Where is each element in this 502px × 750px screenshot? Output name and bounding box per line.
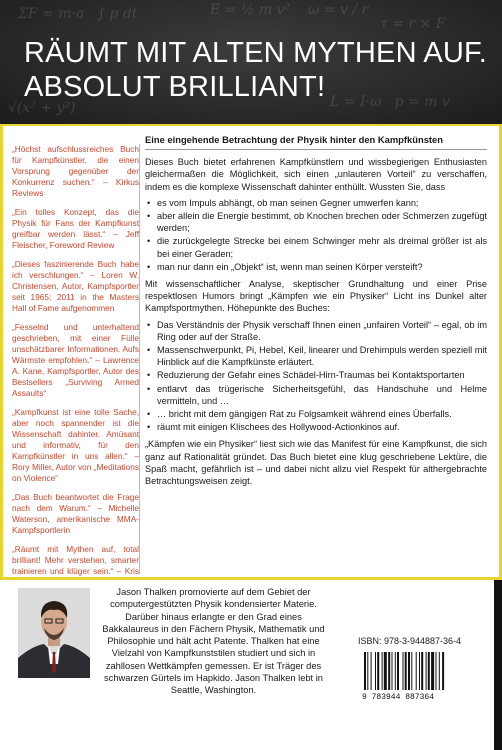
author-photo: [18, 588, 90, 678]
blurb-closing: „Kämpfen wie ein Physiker“ liest sich wie das Manifest für eine Kampfkunst, die sich ganz auf Rationalität gründet. Das Buch bietet eine klug geschriebene Lektüre, die Spaß macht, gefährlich ist – und dabei nicht allzu viel Respekt für althergebrachte Betrachtungsweisen zeigt.: [145, 439, 487, 487]
barcode-digits: 9 783944 887364: [362, 693, 435, 702]
isbn-label: ISBN: 978-3-944887-36-4: [358, 636, 462, 646]
author-portrait-icon: [18, 588, 90, 678]
bullet-icon: •: [147, 345, 151, 356]
bullet-icon: •: [147, 370, 151, 381]
list-item: • die zurückgelegte Strecke bei einem Schwinger mehr als dreimal größer ist als bei einer Geraden;: [147, 236, 487, 259]
list-item: • Reduzierung der Gefahr eines Schädel-Hirn-Traumas bei Kontaktsportarten: [147, 370, 465, 381]
list-item: • es vom Impuls abhängt, ob man seinen Gegner umwerfen kann;: [147, 197, 419, 208]
list-item: • man nur dann ein „Objekt“ ist, wenn man seinen Körper versteift?: [147, 261, 423, 272]
list-item: • … bricht mit dem gängigen Rat zu Folgsamkeit während eines Überfalls.: [147, 409, 452, 420]
review-quote: „Ein tolles Konzept, das die Physik für Fans der Kampfkunst greifbar werden lässt.“ – Jeff Fleischer, Foreword Review: [12, 207, 139, 250]
bullet-icon: •: [147, 383, 151, 394]
bullet-icon: •: [147, 261, 151, 272]
title-rule: [145, 149, 487, 150]
cover-edge: [494, 580, 502, 750]
bullet-icon: •: [147, 422, 151, 433]
blurb-title: Eine eingehende Betrachtung der Physik hinter den Kampfkünsten: [145, 134, 443, 145]
chalk-formula-2: E = ½ m v² ω = v / r: [210, 2, 369, 18]
headline-line-2: ABSOLUT BRILLIANT!: [24, 71, 326, 103]
review-quotes-column: [12, 144, 140, 574]
list-item: • aber allein die Energie bestimmt, ob Knochen brechen oder Schmerzen zugefügt werden;: [147, 211, 487, 234]
barcode-icon: [358, 650, 480, 702]
review-quote: „Höchst aufschlussreiches Buch für Kampfkünstler, die einen Vorsprung gegenüber der Konkurrenz suchen.“ – Kirkus Reviews: [12, 144, 139, 198]
review-quote: „Räumt mit Mythen auf, total brilliant! Mehr verstehen, smarter trainieren und klüger sein.“ – Kris: [12, 544, 139, 576]
author-section: [0, 580, 502, 750]
list-item: • entlarvt das trügerische Sicherheitsgefühl, das Handschuhe und Helme vermitteln, und …: [147, 383, 487, 406]
chalk-formula-4: L = I·ω p = m v: [330, 94, 450, 110]
barcode: [358, 650, 480, 702]
chalk-formula-5: √(x² + y²): [8, 100, 76, 116]
highlights-list: [145, 319, 487, 434]
bullet-icon: •: [147, 197, 151, 208]
blurb-intro: Dieses Buch bietet erfahrenen Kampfkünstlern und wissbegierigen Enthusiasten gleichermaßen die Möglichkeit, sich einen „unlauteren Vorteil“ zu verschaffen, indem es die komplexe Wissenschaft dahinter enthüllt. Wussten Sie, dass: [145, 157, 487, 192]
headline-line-1: RÄUMT MIT ALTEN MYTHEN AUF.: [24, 37, 488, 69]
author-bio: Jason Thalken promovierte auf dem Gebiet der computergestützten Physik kondensierter Materie. Darüber hinaus erlangte er den Grad eines Bakkalaureus in den Fächern Physik, Mathematik und Philosophie und hält acht Patente. Thalken hat eine Vielzahl von Kampfkunststilen studiert und sich in zahllosen Wettkämpfen gemessen. Er ist Träger des schwarzen Gürtels im Hapkido. Jason Thalken lebt in Seattle, Washington.: [102, 587, 325, 696]
review-quote: „Dieses faszinierende Buch habe ich verschlungen.“ – Loren W. Christensen, Autor, Kampfsportler seit 1965; 2011 in the Masters Hall of Fame aufgenommen: [12, 259, 139, 313]
bullet-icon: •: [147, 236, 151, 247]
bullet-icon: •: [147, 211, 151, 222]
chalk-formula-1: ΣF = m·a ∫ p dt: [18, 6, 138, 22]
bullet-icon: •: [147, 319, 151, 330]
list-item: • räumt mit einigen Klischees des Hollywood-Actionkinos auf.: [147, 422, 400, 433]
chalk-formula-3: τ = r × F: [380, 16, 446, 32]
header-banner: [0, 0, 502, 126]
blurb-middle: Mit wissenschaftlicher Analyse, skeptischer Grundhaltung und einer Prise respektlosen Humors bringt „Kämpfen wie ein Physiker“ Licht ins Dunkel alter Kampfsportmythen. Höhepunkte des Buches:: [145, 279, 487, 314]
headline: [24, 36, 487, 104]
accent-line-left: [0, 126, 3, 580]
list-item: • Das Verständnis der Physik verschaff Ihnen einen „unfairen Vorteil“ – egal, ob im Ring oder auf der Straße.: [147, 319, 487, 342]
text-panel: [0, 126, 502, 580]
blurb-column: [145, 134, 487, 491]
review-quote: „Fesselnd und unterhaltend geschrieben, mit einer Fülle unschätzbarer Informationen. Aufs Wärmste empfohlen.“ – Lawrence A. Kane, Kampfsportler, Autor des Bestsellers „Surviving Armed Assaults“: [12, 322, 139, 398]
facts-list: [145, 197, 487, 273]
list-item: • Massenschwerpunkt, Pi, Hebel, Keil, linearer und Drehimpuls werden speziell mit Hinblick auf die Kampfkünste erläutert.: [147, 345, 487, 368]
bullet-icon: •: [147, 409, 151, 420]
review-quote: „Kampfkunst ist eine tolle Sache, aber noch spannender ist die Wissenschaft dahinter. Amüsant und informativ, für den Kampfkünstler in uns allen.“ – Rory Miller, Autor von „Meditations on Violence“: [12, 407, 139, 483]
review-quote: „Das Buch beantwortet die Frage nach dem Warum.“ – Michelle Waterson, amerikanische MMA-Kampfsportlerin: [12, 492, 139, 535]
